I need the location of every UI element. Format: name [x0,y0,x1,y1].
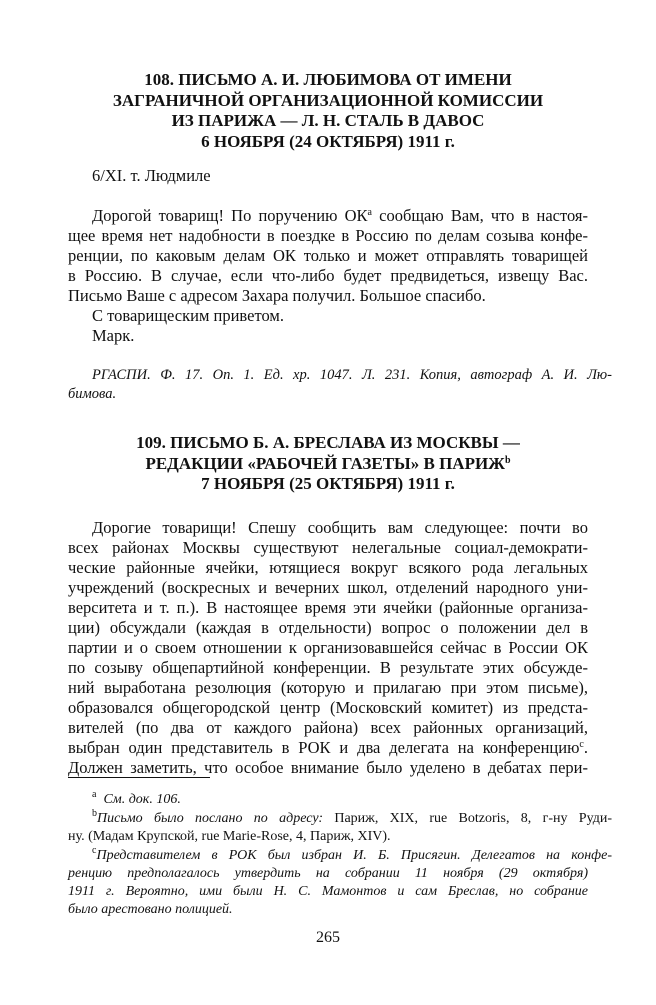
doc109-body-line: ний выработана резолюция (которую и прилагаю при этом письме), [68,678,588,697]
footnote-b-italic: Письмо было послано по адресу: [97,811,324,826]
doc108-body-line: в Россию. В случае, если что-либо будет предвидеться, извещу Вас. [68,266,588,285]
page-number: 265 [316,929,340,946]
doc109-body-line: вителей (по два от каждого района) всех районных организаций, [68,718,588,737]
footnote-b-text: Париж, XIX, rue Botzoris, 8, г-ну Руди- [323,811,612,826]
footnote-c [68,847,612,865]
doc109-body-line: учреждений (воскресных и вечерних школ, отделений народного уни- [68,578,588,597]
doc109-title-line: 109. ПИСЬМО Б. А. БРЕСЛАВА ИЗ МОСКВЫ — [136,433,520,452]
doc108-signature: Марк. [92,326,135,345]
doc108-source-line: бимова. [68,386,117,402]
doc109-body-line: всех районах Москвы существуют нелегальные социал-демократи- [68,538,588,557]
footnote-b [68,810,612,828]
doc109-title [68,433,588,495]
doc108-body-line: Дорогой товарищ! По поручению $ОК^a$ сообщаю Вам, что в настоя- [92,206,588,225]
footnote-c-line: 1911 г. Вероятно, ими были Н. С. Мамонтов и сам Бреслав, но собрание [68,884,588,899]
doc108-body-line: Письмо Ваше с адресом Захара получил. Большое спасибо. [68,286,486,305]
doc108-title-line: 6 НОЯБРЯ (24 ОКТЯБРЯ) 1911 г. [201,131,455,151]
footnote-a [68,791,612,809]
doc108-title-line: 108. ПИСЬМО А. И. ЛЮБИМОВА ОТ ИМЕНИ [144,70,512,89]
doc109-body-line: по созыву общепартийной конференции. В результате этих обсужде- [68,658,588,677]
doc109-body-line: ции) обсуждали (каждая в отдельности) вопрос о положении дел в [68,618,588,637]
doc108-source-line: РГАСПИ. Ф. 17. Оп. 1. Ед. хр. 1047. Л. 231. Копия, автограф А. И. Лю- [92,367,612,383]
footnote-mark-a: a [92,789,97,800]
footnote-c-line: Представителем в РОК был избран И. Б. Присягин. Делегатов на конфе- [96,848,612,863]
doc109-title-line: 7 НОЯБРЯ (25 ОКТЯБРЯ) 1911 г. [201,474,455,493]
doc108-title [68,70,588,152]
doc109-body-line: выбран один представитель в РОК и два делегата на конференцию$^c$. [68,738,588,757]
footnote-c-line: ренцию предполагалось утвердить на собрании 11 ноября (29 октября) [68,866,588,881]
doc109-title-line: РЕДАКЦИИ «РАБОЧЕЙ ГАЗЕТЫ» В ПАРИЖ$^b$ [145,453,511,473]
footnote-b-line2: ну. (Мадам Крупской, rue Marie-Rose, 4, Париж, XIV). [68,829,391,844]
footnote-a-text: См. док. 106. [103,792,181,807]
doc109-body-line: ческие районные ячейки, ютящиеся вокруг всякого рода легальных [68,558,588,577]
footnote-ref-b[interactable]: b [505,454,511,466]
footnote-mark-c: c [92,845,97,856]
footnote-ref-c[interactable]: c [579,739,584,750]
footnote-ref-a[interactable]: a [367,207,372,218]
footnote-divider [68,777,210,778]
doc109-body-line: партии и о своем отношении к организовавшейся сейчас в России ОК [68,638,588,657]
doc108-body-line: щее время нет надобности в поездке в Россию по делам созыва конфе- [68,226,588,245]
doc108-closing: С товарищеским приветом. [92,306,284,325]
doc109-body-line: верситета и т. п.). В настоящее время эти ячейки (районные организа- [68,598,588,617]
footnote-mark-b: b [92,808,97,819]
doc108-title-line: ЗАГРАНИЧНОЙ ОРГАНИЗАЦИОННОЙ КОМИССИИ [112,90,544,110]
doc109-body-line: образовался общегородской центр (Московский комитет) из предста- [68,698,588,717]
doc109-body-line: Должен заметить, что особое внимание было уделено в дебатах пери- [68,758,588,777]
footnote-c-line: было арестовано полицией. [68,902,233,917]
doc108-body-line: ренции, по каковым делам ОК только и может отправлять товарищей [68,246,588,265]
doc109-body-line: Дорогие товарищи! Спешу сообщить вам следующее: почти во [92,518,588,537]
doc108-title-line: ИЗ ПАРИЖА — Л. Н. СТАЛЬ В ДАВОС [171,111,485,130]
doc108-address: 6/XI. т. Людмиле [92,166,211,185]
